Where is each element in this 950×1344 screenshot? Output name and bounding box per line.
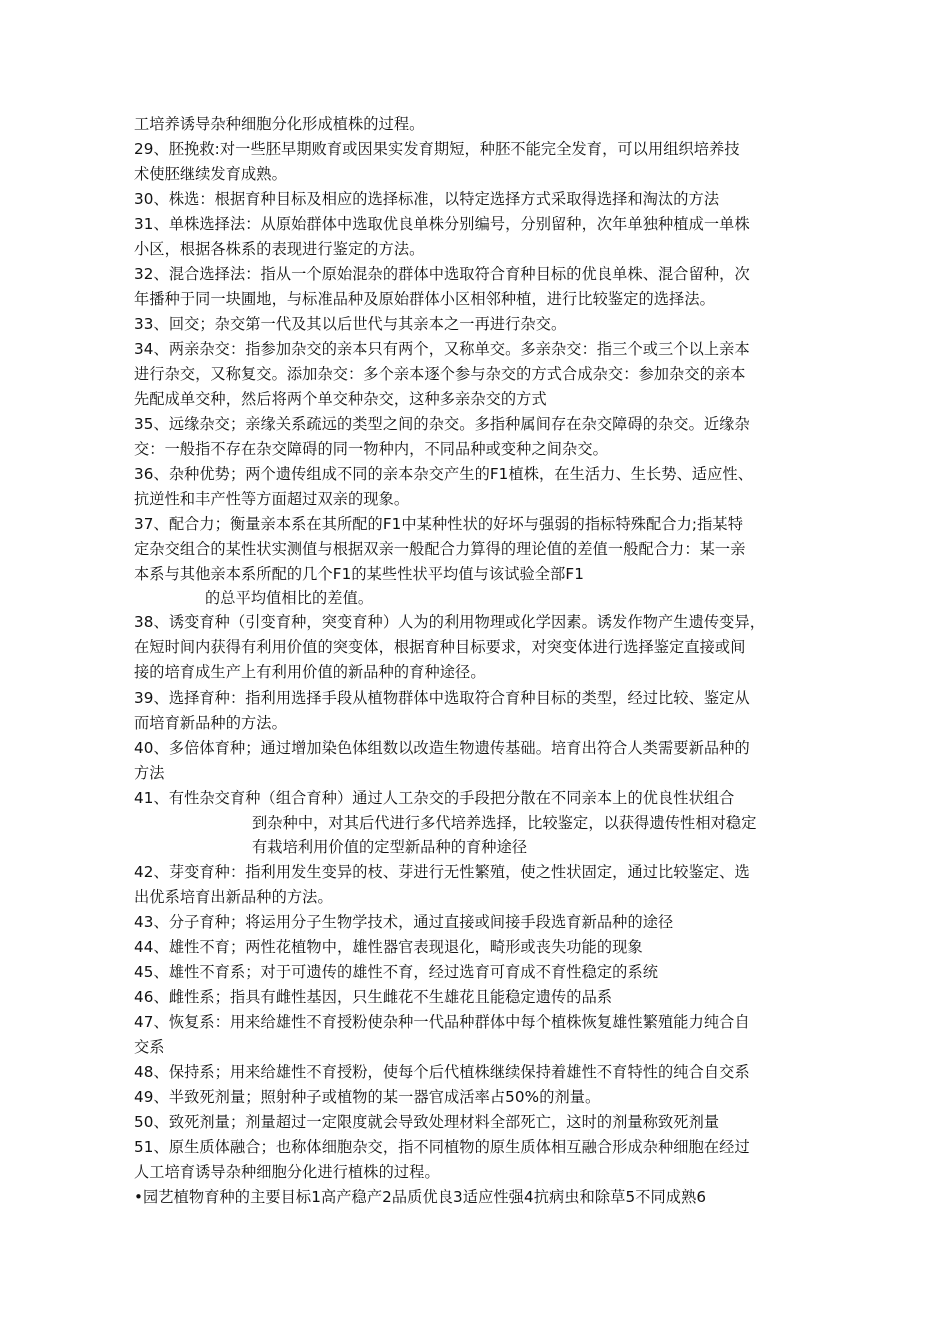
text-line: 的总平均值相比的差值。 [205, 589, 374, 607]
text-line: 37、配合力；衡量亲本系在其所配的F1中某种性状的好坏与强弱的指标特殊配合力;指某特 [134, 515, 743, 533]
text-line: 先配成单交种，然后将两个单交种杂交，这种多亲杂交的方式 [134, 390, 547, 408]
text-line: 而培育新品种的方法。 [134, 714, 287, 732]
text-line: 42、芽变育种：指利用发生变异的枝、芽进行无性繁殖，使之性状固定，通过比较鉴定、选 [134, 863, 750, 881]
text-line: 43、分子育种；将运用分子生物学技术，通过直接或间接手段选育新品种的途径 [134, 913, 674, 931]
text-line: 进行杂交，又称复交。添加杂交：多个亲本逐个参与杂交的方式合成杂交：参加杂交的亲本 [134, 365, 746, 383]
text-line: 40、多倍体育种；通过增加染色体组数以改造生物遗传基础。培育出符合人类需要新品种的 [134, 739, 750, 757]
text-line: 本系与其他亲本系所配的几个F1的某些性状平均值与该试验全部F1 [134, 565, 584, 583]
text-line: 接的培育成生产上有利用价值的新品种的育种途径。 [134, 663, 486, 681]
text-line: 30、株选：根据育种目标及相应的选择标准，以特定选择方式采取得选择和淘汰的方法 [134, 190, 720, 208]
text-line: 方法 [134, 764, 165, 782]
text-line: 年播种于同一块圃地，与标准品种及原始群体小区相邻种植，进行比较鉴定的选择法。 [134, 290, 715, 308]
text-line: 45、雄性不育系；对于可遗传的雄性不育，经过选育可育成不育性稳定的系统 [134, 963, 659, 981]
text-line: 32、混合选择法：指从一个原始混杂的群体中选取符合育种目标的优良单株、混合留种，次 [134, 265, 750, 283]
text-line: 出优系培育出新品种的方法。 [134, 888, 333, 906]
text-line: 48、保持系；用来给雄性不育授粉，使每个后代植株继续保持着雄性不育特性的纯合自交系 [134, 1063, 750, 1081]
text-line: 36、杂种优势；两个遗传组成不同的亲本杂交产生的F1植株，在生活力、生长势、适应性、 [134, 465, 754, 483]
text-line: 47、恢复系：用来给雄性不育授粉使杂种一代品种群体中每个植株恢复雄性繁殖能力纯合自 [134, 1013, 750, 1031]
text-line: 交：一般指不存在杂交障碍的同一物种内，不同品种或变种之间杂交。 [134, 440, 608, 458]
text-line: 工培养诱导杂种细胞分化形成植株的过程。 [134, 115, 425, 133]
text-line: 44、雄性不育；两性花植物中，雄性器官表现退化，畸形或丧失功能的现象 [134, 938, 643, 956]
text-line: •园艺植物育种的主要目标1高产稳产2品质优良3适应性强4抗病虫和除草5不同成熟6 [134, 1188, 707, 1206]
text-line: 术使胚继续发育成熟。 [134, 165, 287, 183]
text-line: 人工培育诱导杂种细胞分化进行植株的过程。 [134, 1163, 440, 1181]
text-line: 29、胚挽救:对一些胚早期败育或因果实发育期短，种胚不能完全发育，可以用组织培养技 [134, 140, 740, 158]
text-line: 41、有性杂交育种（组合育种）通过人工杂交的手段把分散在不同亲本上的优良性状组合 [134, 789, 735, 807]
text-line: 46、雌性系；指具有雌性基因，只生雌花不生雄花且能稳定遗传的品系 [134, 988, 613, 1006]
text-line: 39、选择育种：指利用选择手段从植物群体中选取符合育种目标的类型，经过比较、鉴定从 [134, 689, 750, 707]
text-line: 50、致死剂量；剂量超过一定限度就会导致处理材料全部死亡，这时的剂量称致死剂量 [134, 1113, 720, 1131]
text-line: 有栽培利用价值的定型新品种的育种途径 [252, 838, 528, 856]
text-line: 31、单株选择法：从原始群体中选取优良单株分别编号，分别留种，次年单独种植成一单株 [134, 215, 750, 233]
text-line: 38、诱变育种（引变育种，突变育种）人为的利用物理或化学因素。诱发作物产生遗传变异， [134, 613, 766, 631]
text-line: 定杂交组合的某性状实测值与根据双亲一般配合力算得的理论值的差值一般配合力：某一亲 [134, 540, 746, 558]
text-line: 抗逆性和丰产性等方面超过双亲的现象。 [134, 490, 410, 508]
text-line: 35、远缘杂交；亲缘关系疏远的类型之间的杂交。多指种属间存在杂交障碍的杂交。近缘杂 [134, 415, 750, 433]
text-line: 49、半致死剂量；照射种子或植物的某一器官成活率占50%的剂量。 [134, 1088, 601, 1106]
text-line: 在短时间内获得有利用价值的突变体，根据育种目标要求，对突变体进行选择鉴定直接或间 [134, 638, 746, 656]
text-line: 51、原生质体融合；也称体细胞杂交，指不同植物的原生质体相互融合形成杂种细胞在经过 [134, 1138, 750, 1156]
text-line: 34、两亲杂交：指参加杂交的亲本只有两个，又称单交。多亲杂交：指三个或三个以上亲本 [134, 340, 750, 358]
text-line: 到杂种中，对其后代进行多代培养选择，比较鉴定，以获得遗传性相对稳定 [252, 814, 757, 832]
text-line: 小区，根据各株系的表现进行鉴定的方法。 [134, 240, 425, 258]
text-line: 33、回交；杂交第一代及其以后世代与其亲本之一再进行杂交。 [134, 315, 567, 333]
text-line: 交系 [134, 1038, 165, 1056]
